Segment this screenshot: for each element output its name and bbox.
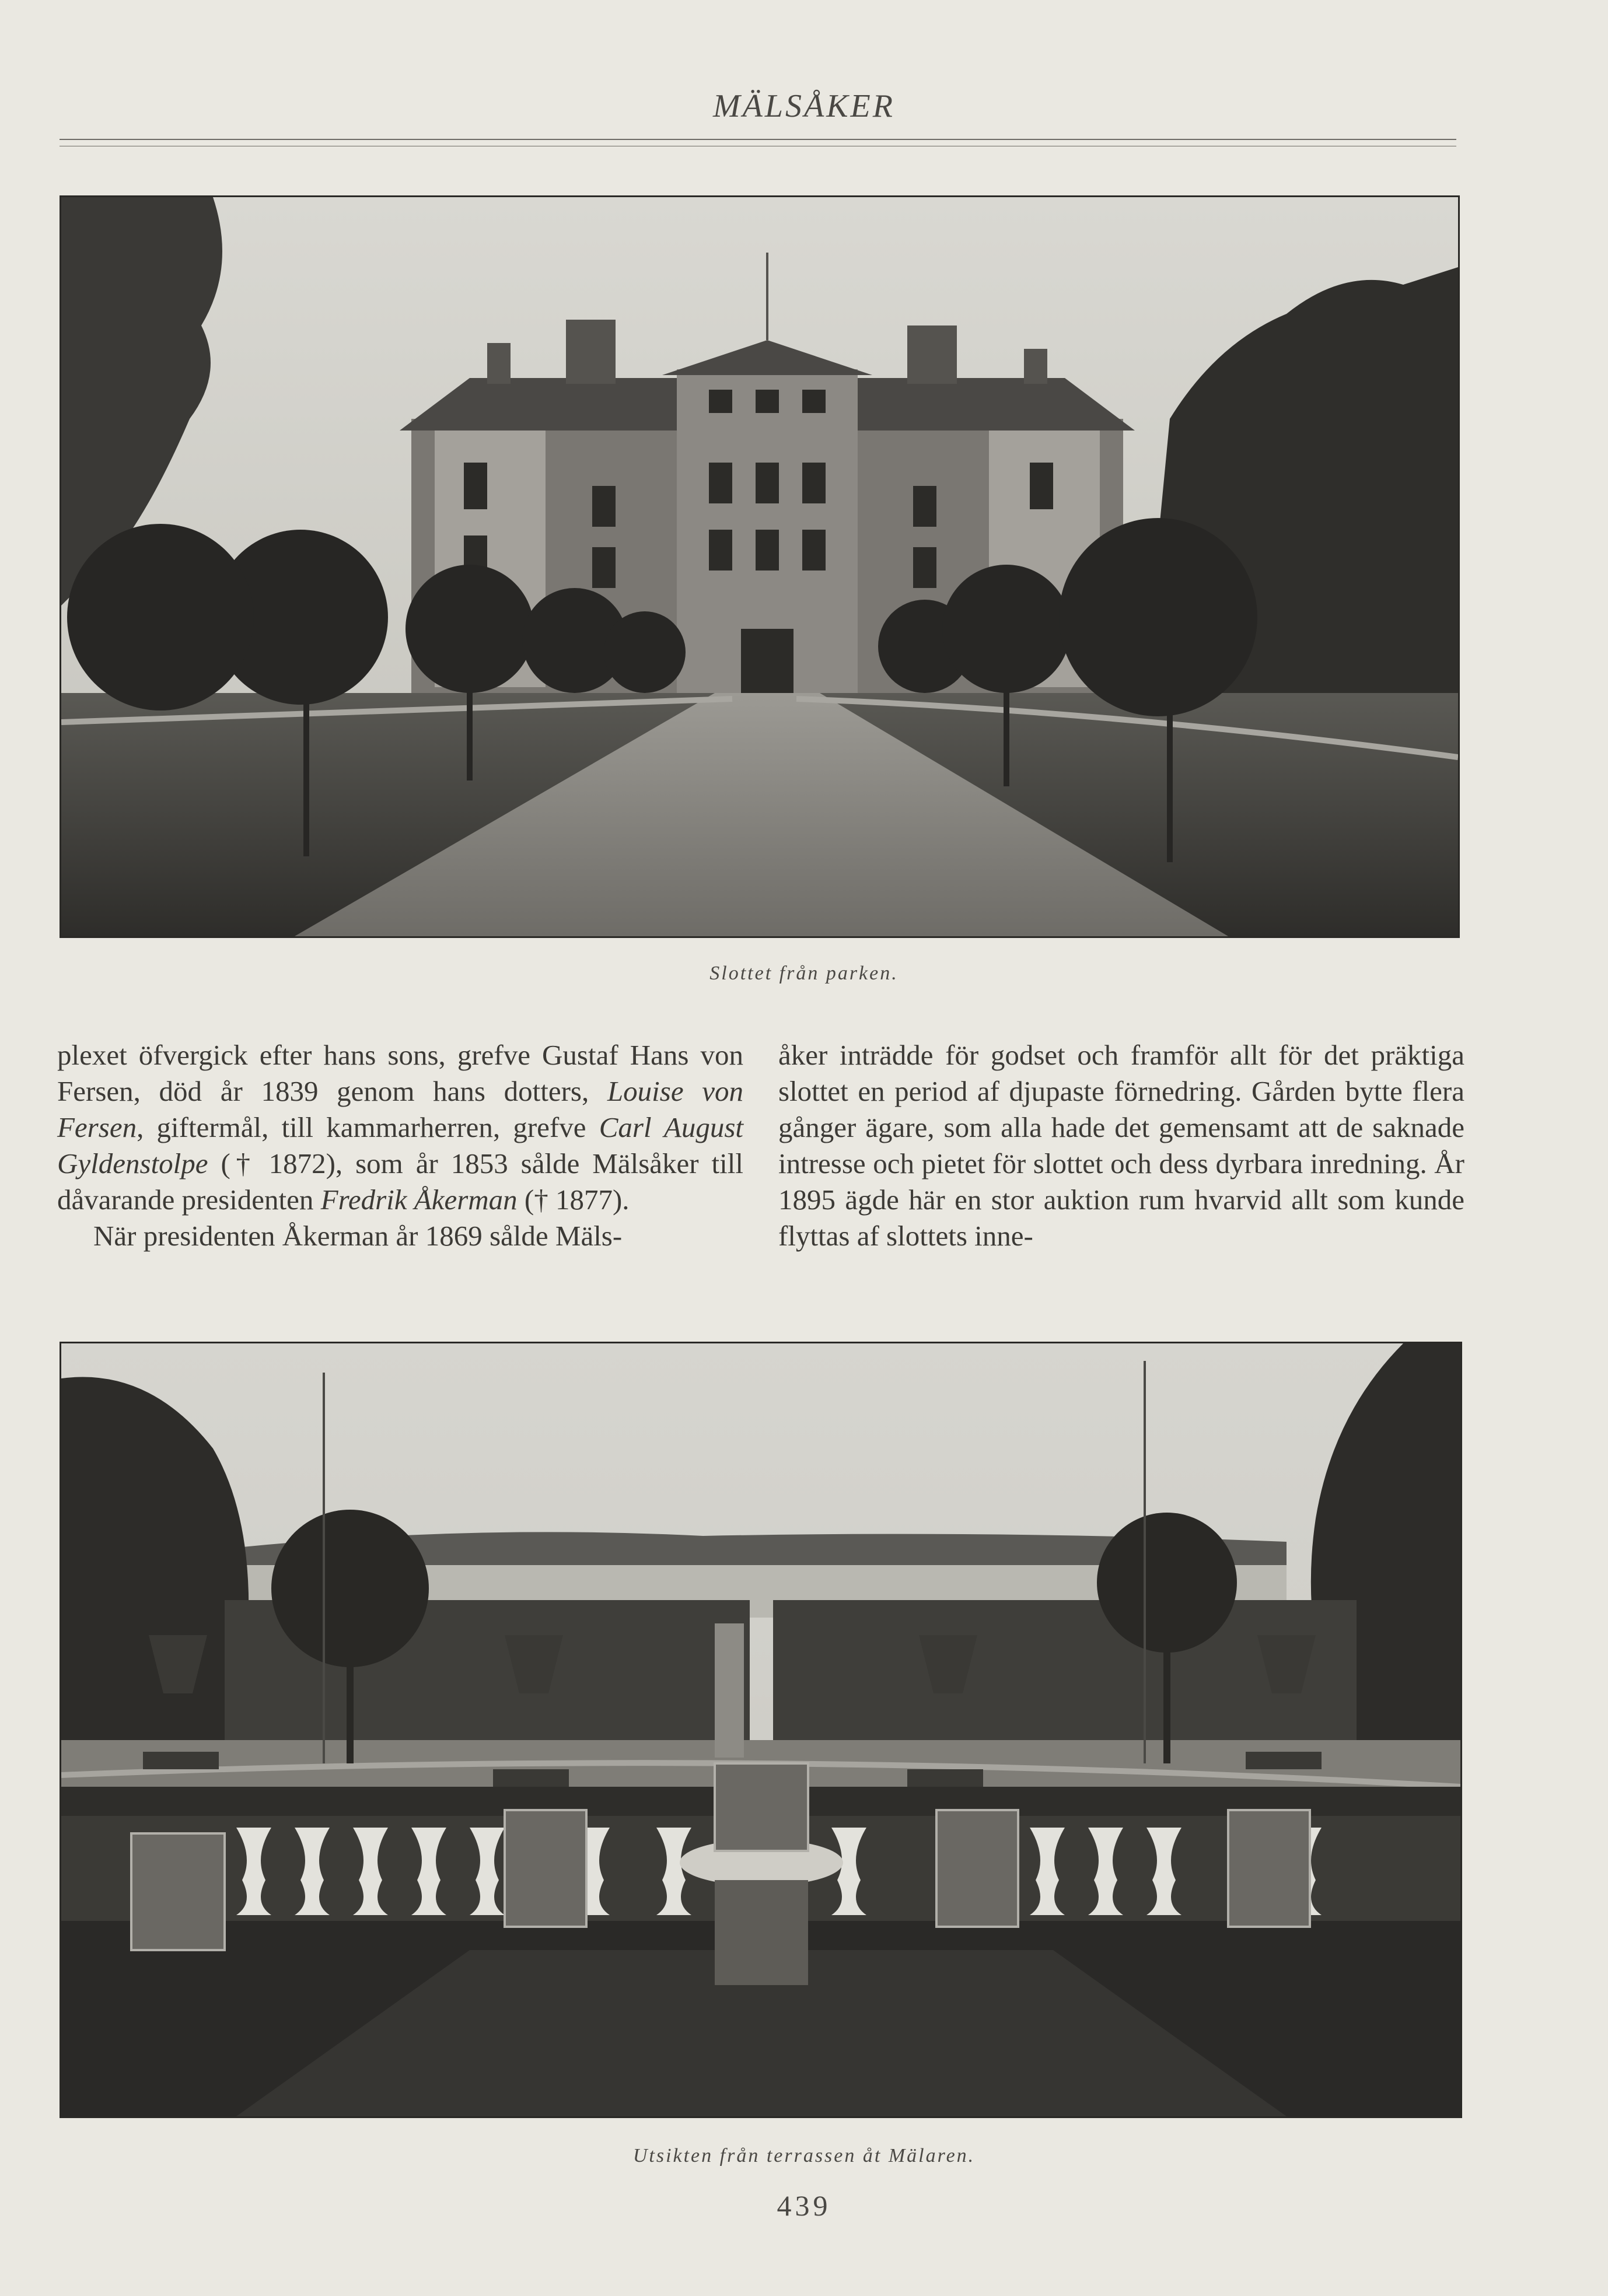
text-run: plexet öfvergick efter hans sons, grefve Gustaf Hans von Fersen, död år 1839 genom hans dotters, xyxy=(57,1039,743,1107)
paragraph: åker inträdde för godset och framför allt för det präktiga slottet en period af djupaste förnedring. Gården bytte flera gånger ägare, som alla hade det gemensamt att de saknade intresse och pietet för slottet och dess dyrbara inredning. År 1895 ägde här en stor auktion rum hvarvid allt som kunde flyttas af slottets inne- xyxy=(778,1039,1464,1252)
text-run: († 1872), som år 1853 sålde Mälsåker till dåvarande presidenten xyxy=(57,1147,743,1216)
person-name: Fredrik Åkerman xyxy=(320,1184,518,1216)
paragraph xyxy=(57,1037,743,1218)
paragraph: När presidenten Åkerman år 1869 sålde Mäls- xyxy=(93,1220,623,1252)
text-column-left xyxy=(57,1037,743,1254)
photo-castle xyxy=(60,195,1460,938)
page-number: 439 xyxy=(777,2189,831,2222)
caption-terrace-visible: Utsikten från terrassen åt Mälaren. xyxy=(632,2145,976,2166)
header-rule xyxy=(60,139,1456,140)
text-column-right xyxy=(778,1037,1464,1254)
photo-terrace xyxy=(60,1342,1462,2118)
running-head: MÄLSÅKER xyxy=(713,88,895,124)
person-name: Carl August Gyldenstolpe xyxy=(57,1111,743,1180)
person-name: Louise von Fersen xyxy=(57,1075,744,1143)
text-run: , giftermål, till kammarherren, grefve xyxy=(137,1111,599,1143)
text-run: († 1877). xyxy=(517,1184,630,1216)
caption-castle: Slottet från parken. xyxy=(709,963,899,984)
